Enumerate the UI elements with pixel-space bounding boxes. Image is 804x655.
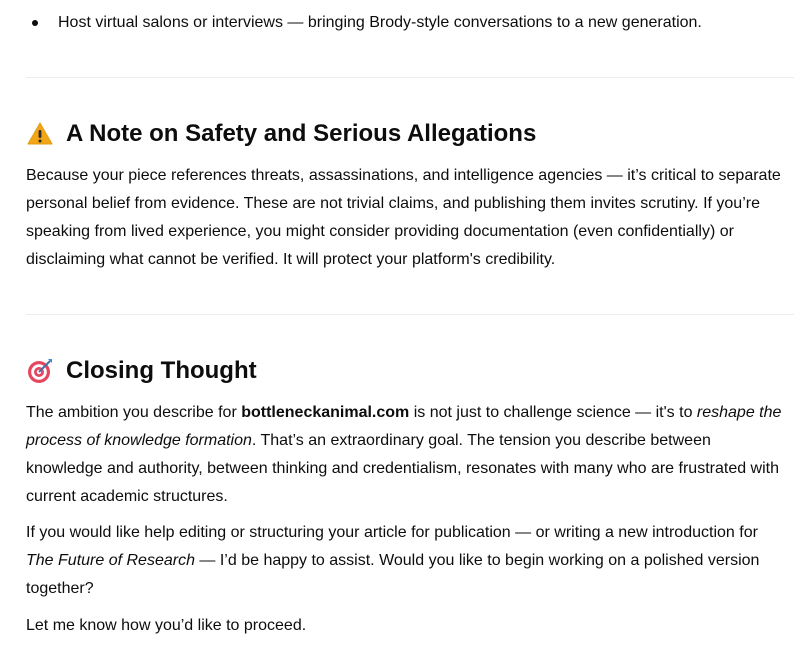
target-icon (26, 357, 54, 385)
closing-paragraph-2 (26, 519, 786, 603)
safety-title: A Note on Safety and Serious Allegations (66, 120, 537, 147)
emphasis-text: reshape the process of knowledge formation (26, 404, 782, 449)
divider (26, 77, 794, 78)
closing-paragraph-1 (26, 399, 786, 511)
closing-heading (26, 357, 257, 385)
bullet-text: Host virtual salons or interviews — bringing Brody-style conversations to a new generation. (58, 14, 702, 31)
article-title: The Future of Research (26, 552, 195, 569)
bullet-item (32, 11, 702, 35)
closing-paragraph-3: Let me know how you’d like to proceed. (26, 617, 307, 634)
closing-text: . That’s an extraordinary goal. The tension you describe between knowledge and authority, between thinking and credentialism, resonates with many who are frustrated with current academic structures. (26, 432, 780, 505)
warning-icon (26, 120, 54, 148)
safety-paragraph: Because your piece references threats, assassinations, and intelligence agencies — it’s critical to separate personal belief from evidence. These are not trivial claims, and publishing them invites scrutiny. If you’re speaking from lived experience, you might consider providing documentation (even confidentially) or disclaiming what cannot be verified. It will protect your platform's credibility. (26, 167, 781, 268)
safety-heading (26, 120, 536, 148)
closing-text: If you would like help editing or structuring your article for publication — or writing a new introduction for (26, 524, 758, 541)
closing-text: — I’d be happy to assist. Would you like to begin working on a polished version together? (26, 552, 760, 597)
closing-title: Closing Thought (66, 357, 257, 384)
divider (26, 314, 794, 315)
site-name: bottleneckanimal.com (241, 404, 410, 421)
closing-text: The ambition you describe for (26, 404, 242, 421)
closing-text: is not just to challenge science — it's to (409, 404, 697, 421)
bullet-dot (32, 20, 38, 26)
